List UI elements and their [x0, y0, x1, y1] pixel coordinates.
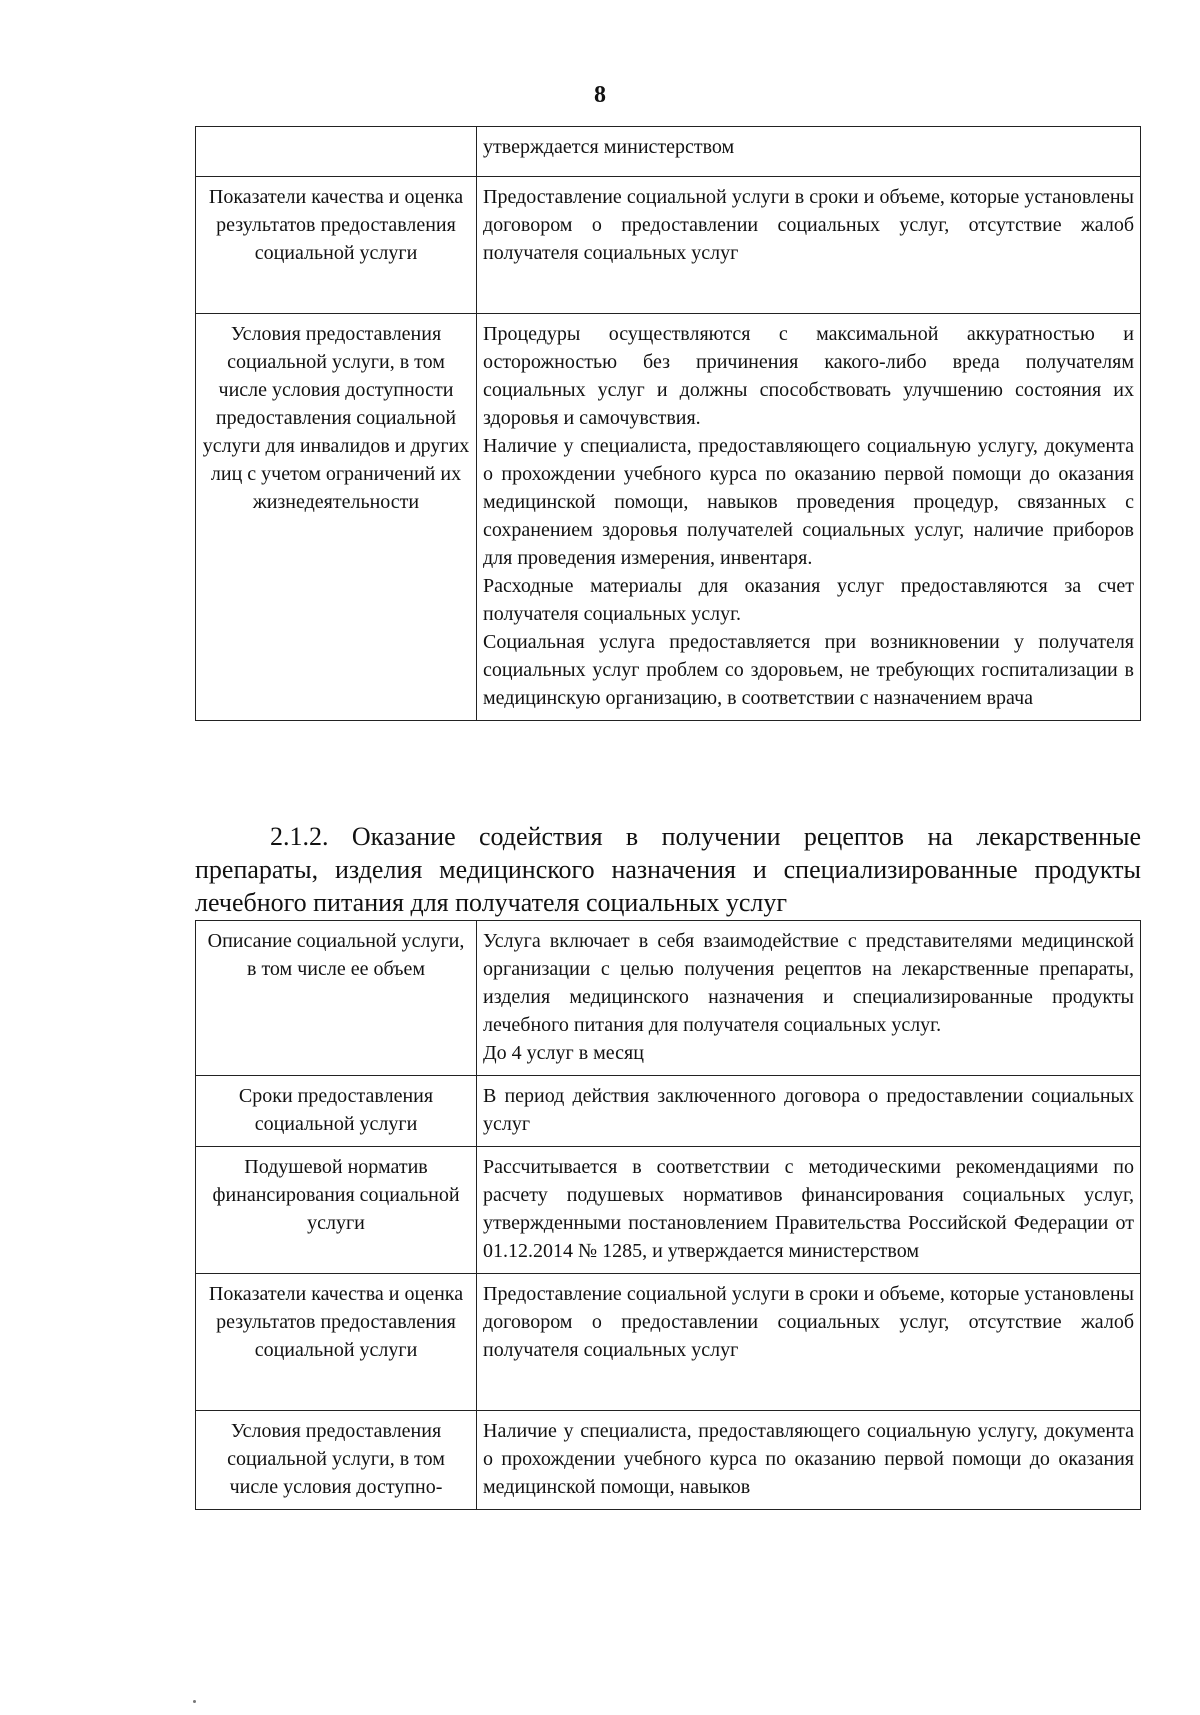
row-value-paragraph: Процедуры осуществляются с максимальной аккуратностью и осторожностью без причинения какого-либо вреда получателям социальных услуг и должны способствовать улучшению состояния их здоровья и самочувствия.: [483, 323, 1134, 429]
scan-artifact: [193, 1700, 196, 1703]
row-label: Показатели качества и оценка результатов предоставления социальной услуги: [196, 1274, 477, 1411]
row-label: Сроки предоставления социальной услуги: [196, 1076, 477, 1147]
table-row: [196, 1147, 1141, 1274]
row-value: [477, 1076, 1141, 1147]
table-row: [196, 1076, 1141, 1147]
row-label: Описание социальной услуги, в том числе ее объем: [196, 921, 477, 1076]
table-row: [196, 1411, 1141, 1510]
row-label: [196, 127, 477, 177]
row-value: [477, 127, 1141, 177]
row-value: [477, 1147, 1141, 1274]
row-value: [477, 921, 1141, 1076]
row-value-paragraph: Услуга включает в себя взаимодействие с представителями медицинской организации с целью получения рецептов на лекарственные препараты, изделия медицинского назначения и специализированные продукты лечебного питания для получателя социальных услуг.: [483, 930, 1134, 1036]
row-value: [477, 314, 1141, 721]
page-number: 8: [594, 82, 606, 108]
row-value-paragraph: В период действия заключенного договора о предоставлении социальных услуг: [483, 1085, 1134, 1135]
row-value-paragraph: Предоставление социальной услуги в сроки и объеме, которые установлены договором о предоставлении социальных услуг, отсутствие жалоб получателя социальных услуг: [483, 186, 1134, 264]
table-row: [196, 1274, 1141, 1411]
table-row: [196, 127, 1141, 177]
service-table-continued: [195, 126, 1141, 721]
row-label: Показатели качества и оценка результатов предоставления социальной услуги: [196, 177, 477, 314]
row-value-paragraph: Социальная услуга предоставляется при возникновении у получателя социальных услуг проблем со здоровьем, не требующих госпитализации в медицинскую организацию, в соответствии с назначением врача: [483, 631, 1134, 709]
table-row: [196, 314, 1141, 721]
row-value-paragraph: Рассчитывается в соответствии с методическими рекомендациями по расчету подушевых нормативов финансирования социальных услуг, утвержденными постановлением Правительства Российской Федерации от 01.12.2014 № 1285, и утверждается министерством: [483, 1156, 1134, 1262]
row-value-paragraph: утверждается министерством: [483, 136, 735, 158]
row-value-paragraph: Расходные материалы для оказания услуг предоставляются за счет получателя социальных услуг.: [483, 575, 1134, 625]
row-label: Условия предоставления социальной услуги, в том числе условия доступно-: [196, 1411, 477, 1510]
service-table: [195, 920, 1141, 1510]
row-value: [477, 1411, 1141, 1510]
row-value-paragraph: До 4 услуг в месяц: [483, 1042, 644, 1064]
row-value: [477, 177, 1141, 314]
row-value-paragraph: Наличие у специалиста, предоставляющего социальную услугу, документа о прохождении учебного курса по оказанию первой помощи до оказания медицинской помощи, навыков проведения процедур, связанных с сохранением здоровья получателей социальных услуг, наличие приборов для проведения измерения, инвентаря.: [483, 435, 1134, 569]
table-row: [196, 921, 1141, 1076]
row-label: Условия предоставления социальной услуги, в том числе условия доступности предоставления социальной услуги для инвалидов и других лиц с учетом ограничений их жизнедеятельности: [196, 314, 477, 721]
row-value: [477, 1274, 1141, 1411]
row-value-paragraph: Предоставление социальной услуги в сроки и объеме, которые установлены договором о предоставлении социальных услуг, отсутствие жалоб получателя социальных услуг: [483, 1283, 1134, 1361]
section-heading: 2.1.2. Оказание содействия в получении рецептов на лекарственные препараты, изделия медицинского назначения и специализированные продукты лечебного питания для получателя социальных услуг: [195, 822, 1141, 917]
table-row: [196, 177, 1141, 314]
row-value-paragraph: Наличие у специалиста, предоставляющего социальную услугу, документа о прохождении учебного курса по оказанию первой помощи до оказания медицинской помощи, навыков: [483, 1420, 1134, 1498]
row-label: Подушевой норматив финансирования социальной услуги: [196, 1147, 477, 1274]
